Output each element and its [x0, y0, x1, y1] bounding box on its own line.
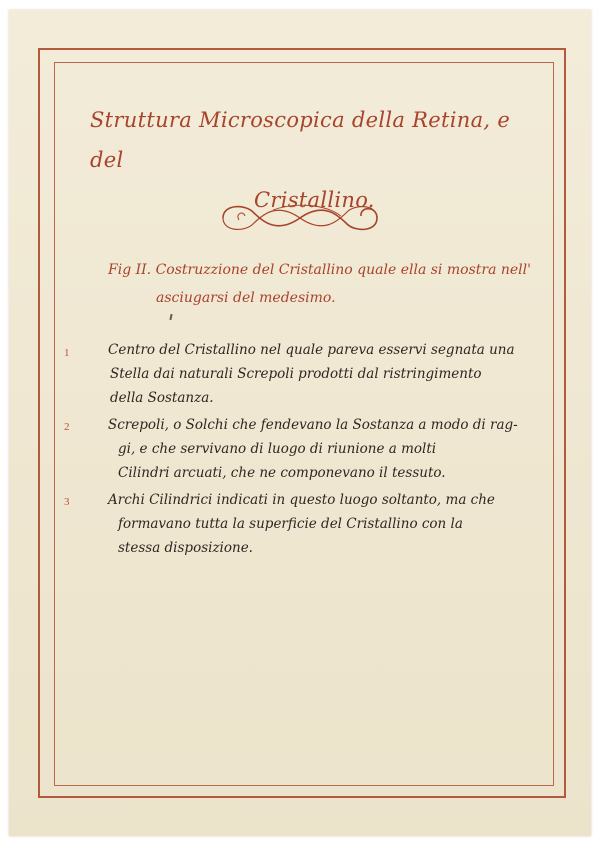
- entry-number-2: 2: [64, 421, 70, 433]
- entry-2-line-2: gi, e che servivano di luogo di riunione a molti: [118, 441, 437, 457]
- entry-1: [108, 338, 544, 410]
- entry-2-line-1: Screpoli, o Solchi che fendevano la Sostanza a modo di rag-: [108, 417, 518, 433]
- entry-3-line-3: stessa disposizione.: [118, 540, 253, 556]
- entry-3: [108, 488, 544, 560]
- entry-1-line-3: della Sostanza.: [110, 390, 214, 406]
- figure-caption: [108, 256, 538, 312]
- entry-number-3: 3: [64, 496, 70, 508]
- title-line-1: Struttura Microscopica della Retina, e del: [90, 108, 511, 172]
- entry-3-line-1: Archi Cilindrici indicati in questo luogo soltanto, ma che: [108, 492, 495, 508]
- caption-line-1: Fig II. Costruzzione del Cristallino quale ella si mostra nell': [108, 262, 531, 278]
- caption-line-2: asciugarsi del medesimo.: [156, 290, 336, 306]
- entry-2-line-3: Cilindri arcuati, che ne componevano il tessuto.: [118, 465, 446, 481]
- entry-2: [108, 413, 544, 485]
- entry-number-1: 1: [64, 347, 70, 359]
- entry-1-line-1: Centro del Cristallino nel quale pareva esservi segnata una: [108, 342, 515, 358]
- title-line-2: Cristallino.: [254, 188, 375, 212]
- entry-1-line-2: Stella dai naturali Screpoli prodotti dal ristringimento: [110, 366, 482, 382]
- entry-3-line-2: formavano tutta la superficie del Cristallino con la: [118, 516, 463, 532]
- decorative-flourish-icon: [215, 198, 385, 238]
